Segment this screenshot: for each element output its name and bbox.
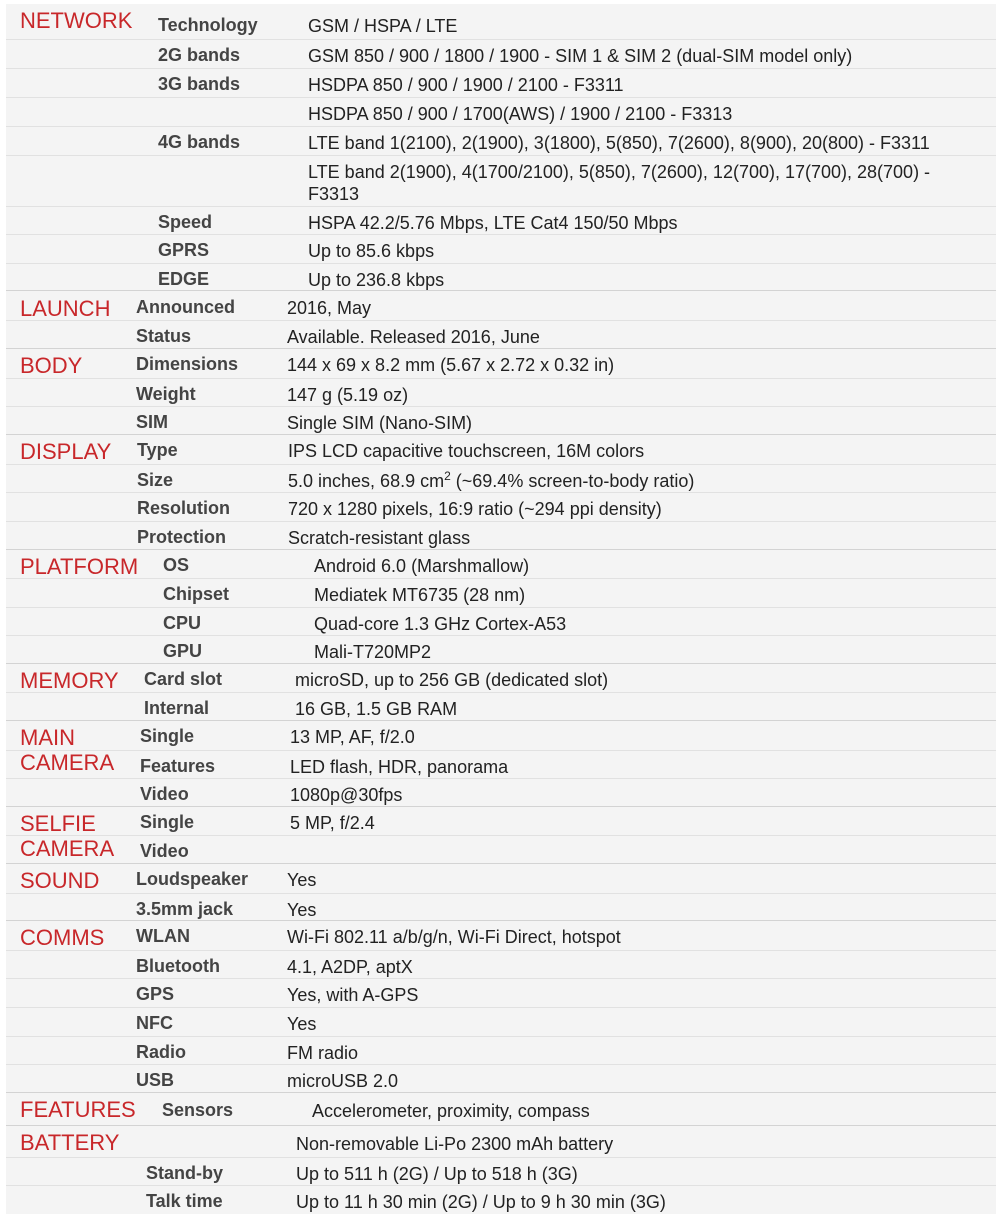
spec-label-size: Size [137, 470, 174, 490]
spec-row-standby [6, 1157, 996, 1185]
section-title-display: DISPLAY [20, 439, 112, 464]
spec-row-gps [6, 978, 996, 1007]
section-platform [6, 550, 996, 664]
spec-row-sim [6, 406, 996, 435]
spec-value-cpu: Quad-core 1.3 GHz Cortex-A53 [314, 614, 567, 634]
spec-row-main-video [6, 778, 996, 807]
spec-label-resolution: Resolution [137, 498, 230, 518]
spec-value-gpu: Mali-T720MP2 [314, 642, 432, 662]
spec-row-2g-bands [6, 39, 996, 67]
spec-value-size-ratio: (~69.4% screen-to-body ratio) [450, 471, 695, 491]
spec-row-3g-bands [6, 68, 996, 96]
section-features [6, 1093, 996, 1126]
section-title-memory: MEMORY [20, 668, 119, 693]
spec-row-4g-bands [6, 126, 996, 154]
spec-value-size-exponent: 2 [444, 469, 451, 483]
spec-label-bluetooth: Bluetooth [136, 956, 220, 976]
spec-row-selfie-video [6, 835, 996, 864]
section-body [6, 349, 996, 435]
spec-value-status: Available. Released 2016, June [287, 327, 540, 347]
spec-value-jack: Yes [287, 900, 317, 920]
spec-row-nfc [6, 1007, 996, 1035]
spec-row-4g-bands-2 [6, 155, 996, 206]
spec-label-standby: Stand-by [146, 1163, 224, 1183]
spec-value-size [288, 470, 694, 492]
spec-label-jack: 3.5mm jack [136, 899, 234, 919]
spec-value-weight: 147 g (5.19 oz) [287, 385, 409, 405]
spec-value-technology: GSM / HSPA / LTE [308, 16, 458, 36]
spec-row-dimensions [6, 349, 996, 377]
section-title-sound: SOUND [20, 868, 100, 893]
spec-row-selfie-single [6, 807, 996, 835]
spec-row-radio [6, 1036, 996, 1064]
section-title-platform: PLATFORM [20, 554, 139, 579]
spec-label-talk-time: Talk time [146, 1191, 223, 1211]
spec-label-sim: SIM [136, 412, 169, 432]
spec-label-dimensions: Dimensions [136, 354, 239, 374]
spec-value-main-single: 13 MP, AF, f/2.0 [290, 727, 415, 747]
spec-row-card-slot [6, 664, 996, 692]
section-title-launch: LAUNCH [20, 296, 111, 321]
spec-label-main-single: Single [140, 726, 195, 746]
section-comms [6, 921, 996, 1093]
section-memory [6, 664, 996, 721]
spec-value-usb: microUSB 2.0 [287, 1071, 399, 1091]
spec-sheet [6, 4, 996, 1214]
spec-value-3g-bands-1: HSDPA 850 / 900 / 1900 / 2100 - F3311 [308, 75, 624, 95]
section-title-main-camera: MAIN CAMERA [20, 725, 115, 775]
spec-row-main-features [6, 750, 996, 778]
spec-label-loudspeaker: Loudspeaker [136, 869, 249, 889]
spec-label-wlan: WLAN [136, 926, 190, 946]
spec-row-bluetooth [6, 950, 996, 978]
spec-label-gprs: GPRS [158, 240, 210, 260]
spec-row-gpu [6, 635, 996, 664]
spec-label-os: OS [163, 555, 190, 575]
spec-value-gprs: Up to 85.6 kbps [308, 241, 435, 261]
spec-value-3g-bands-2: HSDPA 850 / 900 / 1700(AWS) / 1900 / 2100 - F3313 [308, 104, 733, 124]
spec-label-nfc: NFC [136, 1013, 173, 1033]
spec-label-main-features: Features [140, 756, 216, 776]
spec-row-main-single [6, 721, 996, 749]
spec-value-standby: Up to 511 h (2G) / Up to 518 h (3G) [296, 1164, 578, 1184]
section-display [6, 435, 996, 550]
spec-value-battery: Non-removable Li-Po 2300 mAh battery [296, 1134, 614, 1154]
spec-row-weight [6, 378, 996, 406]
spec-value-wlan: Wi-Fi 802.11 a/b/g/n, Wi-Fi Direct, hotspot [287, 927, 621, 947]
spec-label-cpu: CPU [163, 613, 202, 633]
spec-row-type [6, 435, 996, 463]
section-network [6, 4, 996, 291]
spec-label-card-slot: Card slot [144, 669, 223, 689]
spec-value-edge: Up to 236.8 kbps [308, 270, 445, 290]
spec-row-announced [6, 292, 996, 320]
spec-label-technology: Technology [158, 15, 258, 35]
section-title-body: BODY [20, 353, 83, 378]
section-title-features: FEATURES [20, 1097, 136, 1122]
spec-row-edge [6, 263, 996, 291]
spec-row-battery [6, 1128, 996, 1156]
spec-value-main-video: 1080p@30fps [290, 785, 403, 805]
spec-row-resolution [6, 492, 996, 521]
spec-value-nfc: Yes [287, 1014, 317, 1034]
spec-row-cpu [6, 607, 996, 635]
spec-row-os [6, 550, 996, 578]
spec-label-status: Status [136, 326, 192, 346]
spec-value-bluetooth: 4.1, A2DP, aptX [287, 957, 413, 977]
spec-label-3g-bands: 3G bands [158, 74, 241, 94]
spec-label-chipset: Chipset [163, 584, 230, 604]
spec-label-protection: Protection [137, 527, 227, 547]
spec-row-protection [6, 521, 996, 550]
section-sound [6, 864, 996, 921]
spec-value-4g-bands-2: LTE band 2(1900), 4(1700/2100), 5(850), 7(2600), 12(700), 17(700), 28(700) - F3313 [308, 162, 931, 204]
spec-row-size [6, 464, 996, 492]
spec-label-gpu: GPU [163, 641, 203, 661]
spec-value-size-main: 5.0 inches, 68.9 cm [288, 471, 445, 491]
spec-label-selfie-single: Single [140, 812, 195, 832]
spec-row-speed [6, 206, 996, 234]
spec-label-internal: Internal [144, 698, 210, 718]
spec-row-jack [6, 893, 996, 921]
spec-value-loudspeaker: Yes [287, 870, 317, 890]
spec-label-edge: EDGE [158, 269, 210, 289]
spec-value-4g-bands-1: LTE band 1(2100), 2(1900), 3(1800), 5(850), 7(2600), 8(900), 20(800) - F3311 [308, 133, 930, 153]
spec-label-usb: USB [136, 1070, 175, 1090]
section-selfie-camera [6, 807, 996, 864]
spec-row-3g-bands-2 [6, 97, 996, 125]
section-main-camera [6, 721, 996, 807]
spec-value-sim: Single SIM (Nano-SIM) [287, 413, 473, 433]
spec-label-announced: Announced [136, 297, 235, 317]
spec-value-talk-time: Up to 11 h 30 min (2G) / Up to 9 h 30 min (3G) [296, 1192, 666, 1212]
spec-label-selfie-video: Video [140, 841, 189, 861]
spec-label-type: Type [137, 440, 178, 460]
spec-value-selfie-single: 5 MP, f/2.4 [290, 813, 375, 833]
spec-row-internal [6, 692, 996, 721]
spec-value-announced: 2016, May [287, 298, 372, 318]
spec-value-protection: Scratch-resistant glass [288, 528, 471, 548]
spec-row-chipset [6, 578, 996, 607]
section-title-comms: COMMS [20, 925, 105, 950]
spec-value-sensors: Accelerometer, proximity, compass [312, 1101, 590, 1121]
spec-row-technology [6, 10, 996, 38]
spec-value-chipset: Mediatek MT6735 (28 nm) [314, 585, 526, 605]
spec-row-gprs [6, 234, 996, 262]
spec-value-type: IPS LCD capacitive touchscreen, 16M colors [288, 441, 645, 461]
spec-value-resolution: 720 x 1280 pixels, 16:9 ratio (~294 ppi density) [288, 499, 662, 519]
spec-row-loudspeaker [6, 864, 996, 892]
spec-row-status [6, 320, 996, 349]
spec-value-gps: Yes, with A-GPS [287, 985, 419, 1005]
spec-value-radio: FM radio [287, 1043, 359, 1063]
spec-value-main-features: LED flash, HDR, panorama [290, 757, 509, 777]
spec-row-usb [6, 1064, 996, 1093]
spec-value-dimensions: 144 x 69 x 8.2 mm (5.67 x 2.72 x 0.32 in) [287, 355, 615, 375]
section-title-network: NETWORK [20, 8, 133, 33]
section-title-selfie-camera: SELFIE CAMERA [20, 811, 115, 861]
spec-label-main-video: Video [140, 784, 189, 804]
spec-row-sensors [6, 1095, 996, 1123]
section-launch [6, 292, 996, 349]
spec-label-speed: Speed [158, 212, 213, 232]
spec-label-gps: GPS [136, 984, 175, 1004]
spec-label-sensors: Sensors [162, 1100, 234, 1120]
spec-label-radio: Radio [136, 1042, 187, 1062]
spec-value-internal: 16 GB, 1.5 GB RAM [295, 699, 458, 719]
spec-value-2g-bands: GSM 850 / 900 / 1800 / 1900 - SIM 1 & SIM 2 (dual-SIM model only) [308, 46, 853, 66]
spec-label-2g-bands: 2G bands [158, 45, 241, 65]
section-battery [6, 1126, 996, 1214]
section-title-battery: BATTERY [20, 1130, 120, 1155]
spec-value-os: Android 6.0 (Marshmallow) [314, 556, 530, 576]
spec-value-speed: HSPA 42.2/5.76 Mbps, LTE Cat4 150/50 Mbps [308, 213, 678, 233]
spec-row-wlan [6, 921, 996, 950]
spec-row-talk-time [6, 1185, 996, 1214]
spec-value-card-slot: microSD, up to 256 GB (dedicated slot) [295, 670, 609, 690]
spec-label-4g-bands: 4G bands [158, 132, 241, 152]
spec-label-weight: Weight [136, 384, 196, 404]
